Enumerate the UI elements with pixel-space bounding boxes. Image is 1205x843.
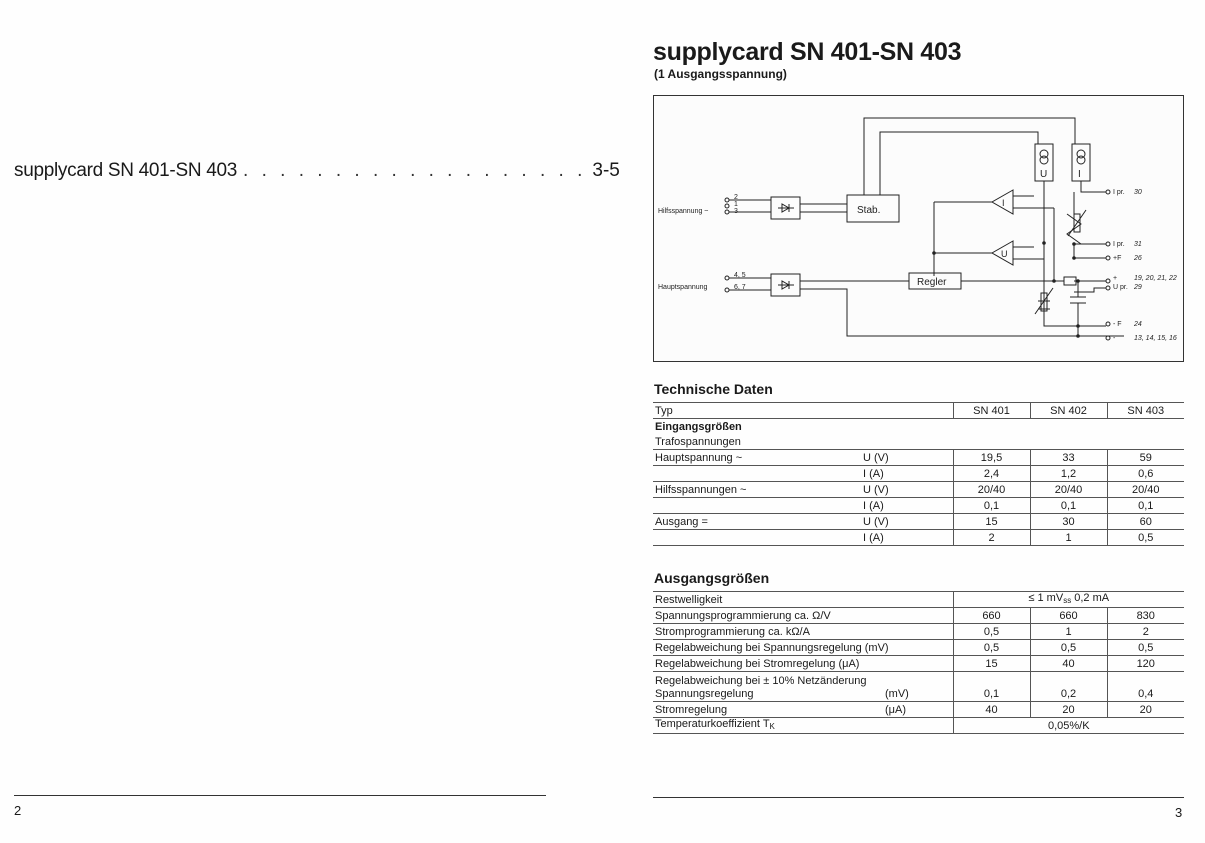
table-row xyxy=(653,640,1184,656)
row-value: 19,5 xyxy=(953,450,1030,466)
row-unit: I (A) xyxy=(861,466,953,482)
rest-value-sub: ss xyxy=(1063,596,1072,605)
terminal-pins: 29 xyxy=(1134,284,1142,291)
page-number: 3 xyxy=(1175,805,1183,820)
terminal-pins: 24 xyxy=(1134,321,1142,328)
row-label: Restwelligkeit xyxy=(653,592,953,608)
row-label: Stromregelung xyxy=(653,702,883,718)
row-value: 0,1 xyxy=(953,498,1030,514)
group-cell xyxy=(653,419,1184,435)
spann-unit: (mV) xyxy=(883,672,953,702)
row-value: 0,2 xyxy=(1030,672,1107,702)
toc-title: supplycard SN 401-SN 403 xyxy=(14,160,238,181)
row-value: 660 xyxy=(1030,608,1107,624)
tech-data-heading: Technische Daten xyxy=(654,381,773,397)
row-unit: U (V) xyxy=(861,450,953,466)
row-value: 20 xyxy=(1107,702,1184,718)
row-value: 15 xyxy=(953,514,1030,530)
amp-i-label: I xyxy=(1002,198,1005,208)
table-row xyxy=(653,656,1184,672)
row-value: 2 xyxy=(953,530,1030,546)
table-row xyxy=(653,608,1184,624)
terminal-name: - xyxy=(1113,335,1116,342)
row-value: 30 xyxy=(1030,514,1107,530)
input-pin-45: 4, 5 xyxy=(734,272,746,279)
row-value: 1 xyxy=(1030,624,1107,640)
hilfsspannung-label: Hilfsspannung ~ xyxy=(658,208,709,215)
row-value: 0,5 xyxy=(1107,530,1184,546)
row-label: Hauptspannung ~ xyxy=(653,450,861,466)
right-page xyxy=(600,0,1205,843)
group-row xyxy=(653,419,1184,435)
header-type-2: SN 402 xyxy=(1030,403,1107,419)
row-value: 59 xyxy=(1107,450,1184,466)
temp-label xyxy=(653,718,953,734)
netz-label-cell xyxy=(653,672,883,702)
temp-value: 0,05%/K xyxy=(953,718,1184,734)
row-value: 120 xyxy=(1107,656,1184,672)
row-unit: I (A) xyxy=(861,530,953,546)
subgroup-label: Trafospannungen xyxy=(653,434,1184,450)
rest-value-pre: ≤ 1 mV xyxy=(1028,592,1064,604)
toc-entry[interactable] xyxy=(14,160,620,182)
rest-value-post: 0,2 mA xyxy=(1071,592,1110,604)
row-unit: U (V) xyxy=(861,482,953,498)
i-transducer-label: I xyxy=(1078,169,1081,180)
row-value: 0,5 xyxy=(1107,640,1184,656)
header-type-1: SN 401 xyxy=(953,403,1030,419)
table-row xyxy=(653,466,1184,482)
row-value: 33 xyxy=(1030,450,1107,466)
row-label xyxy=(653,530,861,546)
page-title: supplycard SN 401-SN 403 xyxy=(653,38,962,66)
spann-label: Spannungsregelung xyxy=(655,688,754,700)
table-row xyxy=(653,624,1184,640)
row-value: 660 xyxy=(953,608,1030,624)
row-value: 0,5 xyxy=(953,624,1030,640)
table-header-row xyxy=(653,403,1184,419)
table-row xyxy=(653,498,1184,514)
row-value: 0,6 xyxy=(1107,466,1184,482)
terminal-name: U pr. xyxy=(1113,284,1128,291)
row-value: 0,5 xyxy=(953,640,1030,656)
row-label: Regelabweichung bei Stromregelung (μA) xyxy=(653,656,953,672)
tech-data-table xyxy=(653,402,1184,546)
row-value: 20/40 xyxy=(953,482,1030,498)
table-row xyxy=(653,702,1184,718)
terminal-name: - F xyxy=(1113,321,1122,328)
terminal-name: +F xyxy=(1113,255,1122,262)
row-unit: U (V) xyxy=(861,514,953,530)
output-heading: Ausgangsgrößen xyxy=(654,570,770,586)
row-label: Spannungsprogrammierung ca. Ω/V xyxy=(653,608,953,624)
footer-rule xyxy=(653,797,1184,798)
row-label: Stromprogrammierung ca. kΩ/A xyxy=(653,624,953,640)
row-value: 15 xyxy=(953,656,1030,672)
row-label xyxy=(653,466,861,482)
terminal-pins: 19, 20, 21, 22 xyxy=(1134,275,1177,282)
table-row xyxy=(653,718,1184,734)
table-row xyxy=(653,592,1184,608)
row-value: 0,4 xyxy=(1107,672,1184,702)
toc-leader-dots: . . . . . . . . . . . . . . . . . . . xyxy=(243,160,587,181)
hauptspannung-label: Hauptspannung xyxy=(658,284,708,291)
footer-rule xyxy=(14,795,546,796)
row-value: 0,5 xyxy=(1030,640,1107,656)
page-number: 2 xyxy=(14,803,22,818)
row-value: 20 xyxy=(1030,702,1107,718)
u-transducer-label: U xyxy=(1040,169,1048,180)
header-type-3: SN 403 xyxy=(1107,403,1184,419)
block-diagram xyxy=(653,95,1184,362)
table-row xyxy=(653,530,1184,546)
group-label: Eingangsgrößen xyxy=(655,421,742,433)
header-typ: Typ xyxy=(653,403,953,419)
terminal-pins: 31 xyxy=(1134,241,1142,248)
terminal-pins: 26 xyxy=(1134,255,1142,262)
terminal-name: + xyxy=(1113,275,1118,282)
row-label: Regelabweichung bei Spannungsregelung (mV) xyxy=(653,640,953,656)
row-value: 20/40 xyxy=(1030,482,1107,498)
row-value: 40 xyxy=(1030,656,1107,672)
row-label xyxy=(653,498,861,514)
input-pin-1: 1 xyxy=(734,201,738,208)
restwelligkeit-value xyxy=(953,592,1184,608)
subgroup-row xyxy=(653,434,1184,450)
temp-label-pre: Temperaturkoeffizient T xyxy=(655,718,770,730)
row-value: 2,4 xyxy=(953,466,1030,482)
row-value: 830 xyxy=(1107,608,1184,624)
netz-label: Regelabweichung bei ± 10% Netzänderung xyxy=(655,675,867,687)
row-value: 0,1 xyxy=(1030,498,1107,514)
regler-label: Regler xyxy=(917,277,947,288)
input-pin-2: 2 xyxy=(734,194,738,201)
row-value: 0,1 xyxy=(953,672,1030,702)
row-label: Ausgang = xyxy=(653,514,861,530)
terminal-name: I pr. xyxy=(1113,189,1125,196)
row-value: 2 xyxy=(1107,624,1184,640)
terminal-name: I pr. xyxy=(1113,241,1125,248)
input-pin-67: 6, 7 xyxy=(734,284,746,291)
table-row xyxy=(653,482,1184,498)
temp-label-sub: K xyxy=(769,722,775,731)
row-unit: (μA) xyxy=(883,702,953,718)
row-label: Hilfsspannungen ~ xyxy=(653,482,861,498)
row-value: 60 xyxy=(1107,514,1184,530)
row-value: 1 xyxy=(1030,530,1107,546)
netz-row xyxy=(653,672,1184,702)
input-pin-3: 3 xyxy=(734,208,738,215)
stab-label: Stab. xyxy=(857,205,881,216)
row-value: 0,1 xyxy=(1107,498,1184,514)
terminal-pins: 30 xyxy=(1134,189,1142,196)
terminal-pins: 13, 14, 15, 16 xyxy=(1134,335,1177,342)
toc-page-number: 3-5 xyxy=(592,160,620,181)
row-unit: I (A) xyxy=(861,498,953,514)
table-row xyxy=(653,450,1184,466)
amp-u-label: U xyxy=(1001,249,1008,259)
page-subtitle: (1 Ausgangsspannung) xyxy=(654,67,787,81)
row-value: 40 xyxy=(953,702,1030,718)
circuit-schematic xyxy=(654,96,1185,363)
row-value: 1,2 xyxy=(1030,466,1107,482)
table-row xyxy=(653,514,1184,530)
row-value: 20/40 xyxy=(1107,482,1184,498)
output-table xyxy=(653,591,1184,734)
